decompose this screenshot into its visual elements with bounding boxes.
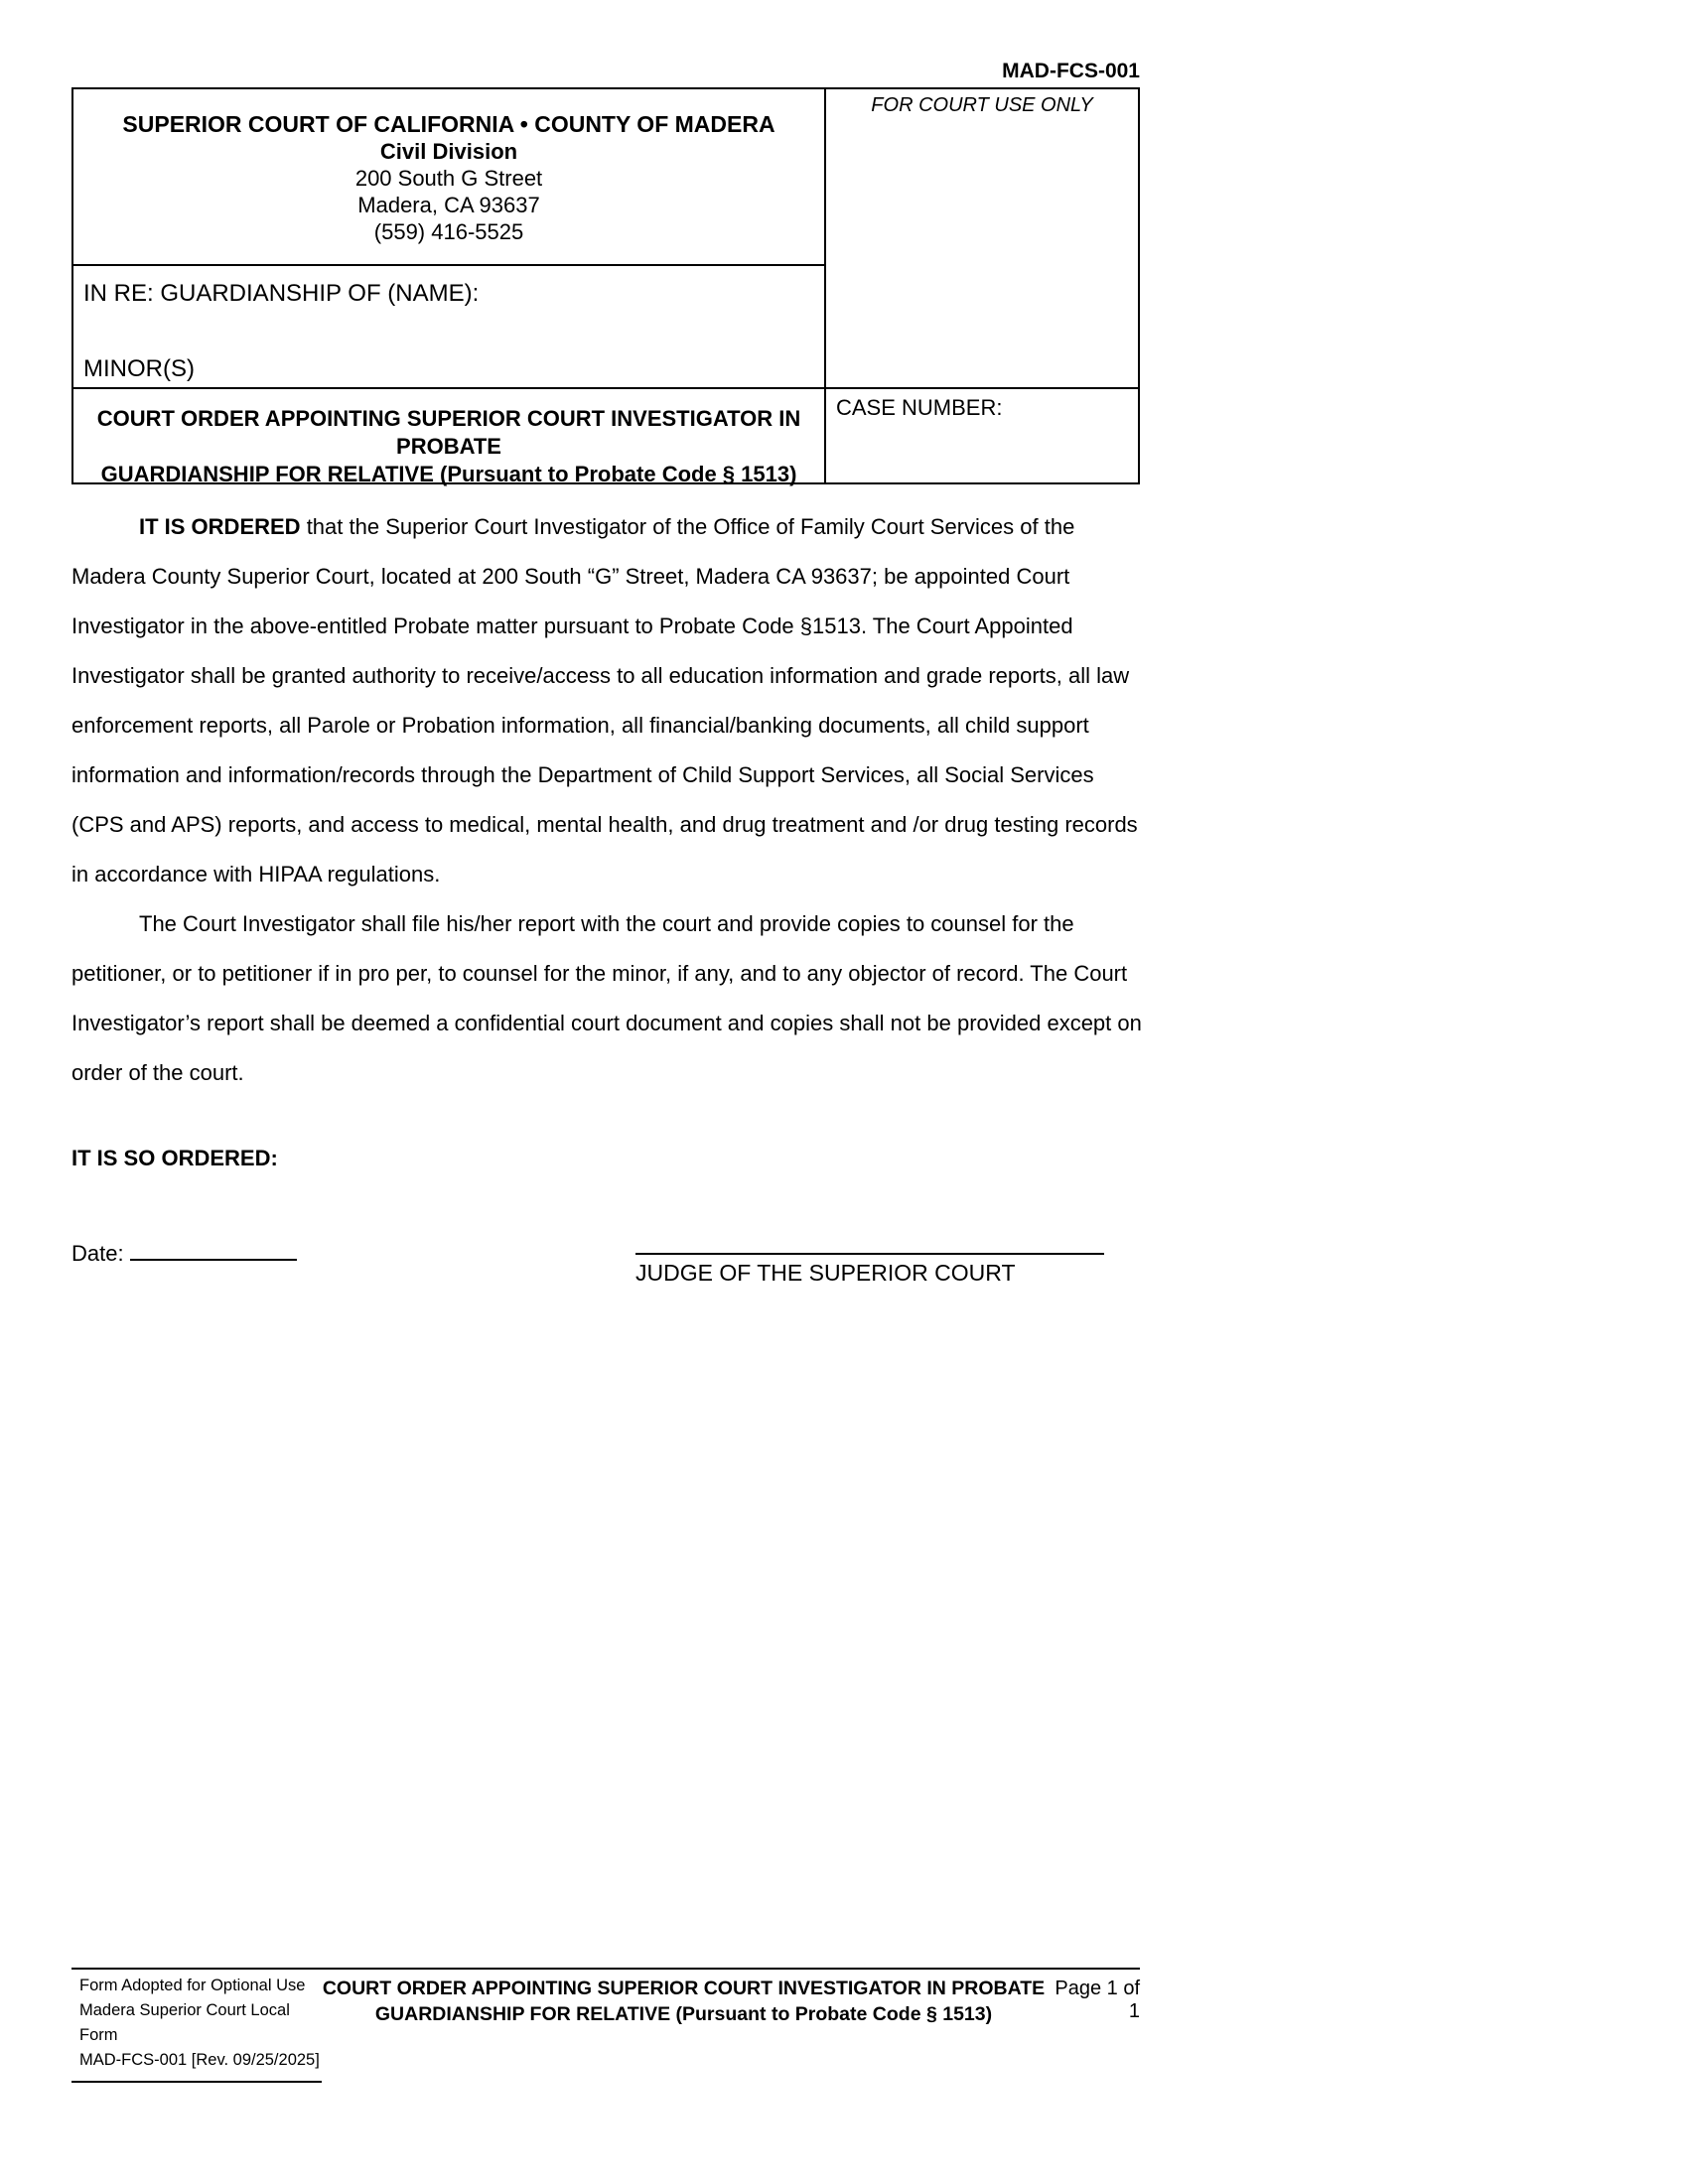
order-body bbox=[71, 502, 1144, 1288]
form-number: MAD-FCS-001 bbox=[1002, 60, 1140, 82]
date-label: Date: bbox=[71, 1241, 124, 1266]
page-indicator: Page 1 of 1 bbox=[1055, 1978, 1140, 2022]
case-number-field[interactable] bbox=[836, 421, 1138, 482]
judge-of-superior-court-label: JUDGE OF THE SUPERIOR COURT bbox=[635, 1260, 1016, 1286]
judge-signature-field[interactable] bbox=[635, 1229, 1104, 1255]
in-re-label: IN RE: GUARDIANSHIP OF (NAME): bbox=[83, 280, 480, 307]
case-number-label: CASE NUMBER: bbox=[836, 395, 1003, 420]
signature-block bbox=[635, 1229, 1104, 1288]
order-paragraph-1 bbox=[71, 502, 1144, 899]
footer-adoption-line3: MAD-FCS-001 [Rev. 09/25/2025] bbox=[79, 2051, 320, 2069]
caption-box bbox=[71, 87, 1140, 484]
form-title-cell bbox=[73, 389, 826, 486]
date-signature-row bbox=[71, 1229, 1144, 1288]
case-number-cell bbox=[826, 389, 1138, 482]
court-address-street: 200 South G Street bbox=[354, 166, 543, 191]
order-paragraph-1-text: that the Superior Court Investigator of the Office of Family Court Services of the Madera County Superior Court, located at 200 South “G” Street, Madera CA 93637; be appointed Court Investigator in the above-entitled Probate matter pursuant to Probate Code §1513. The Court Appointed Investigator shall be granted authority to receive/access to all education information and grade reports, all law enforcement reports, all Parole or Probation information, all financial/banking documents, all child support information and information/records through the Department of Child Support Services, all Social Services (CPS and APS) reports, and access to medical, mental health, and drug treatment and /or drug testing records in accordance with HIPAA regulations. bbox=[71, 514, 1138, 887]
guardianship-name-field[interactable] bbox=[83, 308, 814, 355]
date-field[interactable] bbox=[130, 1237, 297, 1261]
court-phone: (559) 416-5525 bbox=[373, 219, 524, 244]
minors-label: MINOR(S) bbox=[83, 355, 195, 382]
court-name: SUPERIOR COURT OF CALIFORNIA • COUNTY OF MADERA bbox=[122, 111, 775, 137]
footer-adoption-line1: Form Adopted for Optional Use bbox=[79, 1977, 306, 1994]
for-court-use-only-label: FOR COURT USE ONLY bbox=[871, 94, 1093, 116]
footer-adoption-line2: Madera Superior Court Local Form bbox=[79, 2001, 290, 2044]
form-title-line2: GUARDIANSHIP FOR RELATIVE (Pursuant to Probate Code § 1513) bbox=[100, 462, 797, 486]
form-title-line1: COURT ORDER APPOINTING SUPERIOR COURT INVESTIGATOR IN PROBATE bbox=[96, 406, 801, 459]
date-block bbox=[71, 1229, 635, 1288]
for-court-use-only-box bbox=[826, 89, 1138, 389]
footer-form-title-line2: GUARDIANSHIP FOR RELATIVE (Pursuant to Probate Code § 1513) bbox=[374, 2003, 993, 2025]
in-re-cell bbox=[73, 266, 826, 389]
footer-form-title-line1: COURT ORDER APPOINTING SUPERIOR COURT INVESTIGATOR IN PROBATE bbox=[322, 1978, 1046, 1999]
court-division: Civil Division bbox=[379, 139, 518, 164]
footer-form-title bbox=[322, 1970, 1046, 2027]
it-is-so-ordered-label: IT IS SO ORDERED: bbox=[71, 1146, 278, 1170]
court-address-city: Madera, CA 93637 bbox=[357, 193, 540, 217]
it-is-ordered-lead: IT IS ORDERED bbox=[139, 514, 301, 539]
court-info bbox=[73, 89, 826, 266]
footer-adoption-info bbox=[71, 1970, 322, 2083]
order-paragraph-2: The Court Investigator shall file his/her report with the court and provide copies to counsel for the petitioner, or to petitioner if in pro per, to counsel for the minor, if any, and to any objector of record. The Court Investigator’s report shall be deemed a confidential court document and copies shall not be provided except on order of the court. bbox=[71, 911, 1142, 1085]
form-footer bbox=[71, 1968, 1140, 2083]
